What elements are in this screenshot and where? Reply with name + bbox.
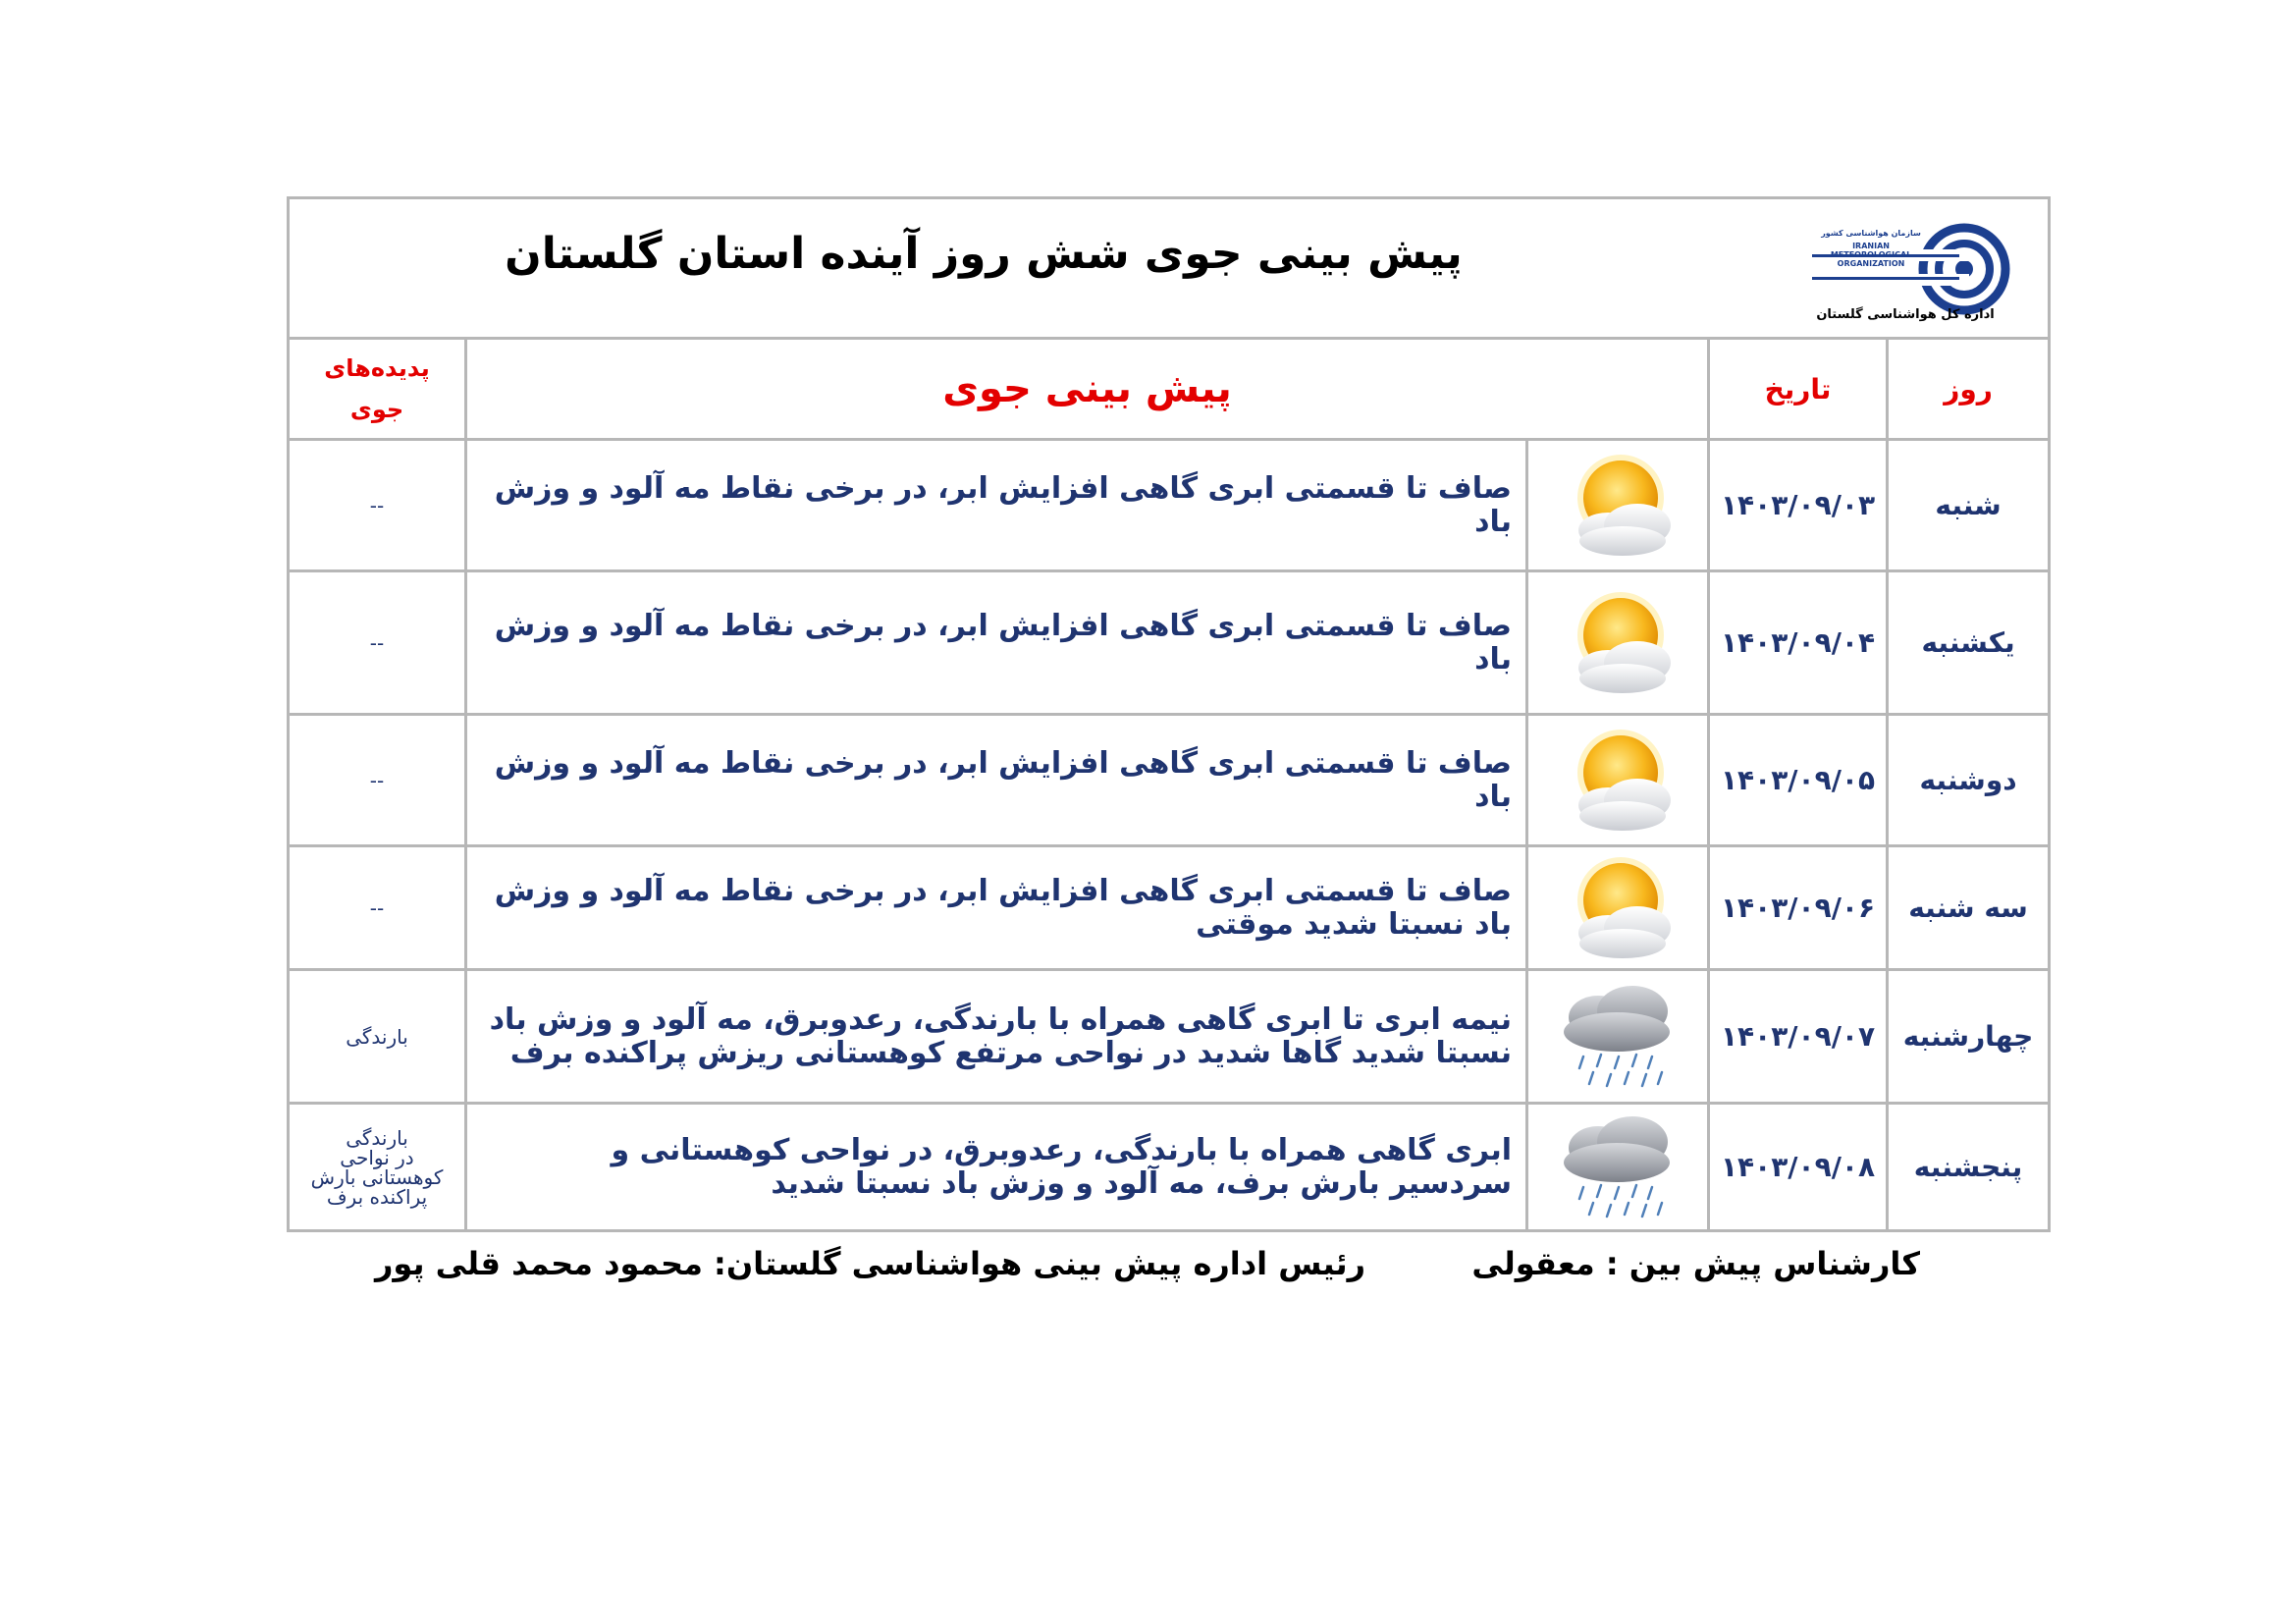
rain-cloud-icon (1554, 1109, 1682, 1226)
day-cell: پنجشنبه (1888, 1104, 2050, 1231)
day-cell: دوشنبه (1888, 715, 2050, 846)
meteorological-organization-logo (1792, 215, 2018, 328)
forecast-description: ابری گاهی همراه با بارندگی، رعدوبرق، در نواحی کوهستانی و سردسیر بارش برف، مه آلود و وزش باد نسبتا شدید (466, 1104, 1527, 1231)
sun-cloud-icon (1554, 849, 1682, 967)
date-cell: ۱۴۰۳/۰۹/۰۳ (1709, 440, 1888, 571)
phenomena-cell: بارندگی (289, 970, 466, 1104)
weather-icon-cell (1527, 715, 1709, 846)
forecast-table (287, 196, 2051, 1232)
weather-icon-cell (1527, 440, 1709, 571)
date-cell: ۱۴۰۳/۰۹/۰۸ (1709, 1104, 1888, 1231)
table-row (289, 715, 2050, 846)
forecast-description: نیمه ابری تا ابری گاهی همراه با بارندگی، رعدوبرق، مه آلود و وزش باد نسبتا شدید گاها شدید در نواحی مرتفع کوهستانی ریزش پراکنده برف (466, 970, 1527, 1104)
table-row (289, 571, 2050, 715)
phenomena-cell: بارندگی در نواحی کوهستانی بارش پراکنده برف (289, 1104, 466, 1231)
date-cell: ۱۴۰۳/۰۹/۰۶ (1709, 846, 1888, 970)
forecast-description: صاف تا قسمتی ابری گاهی افزایش ابر، در برخی نقاط مه آلود و وزش باد نسبتا شدید موقتی (466, 846, 1527, 970)
phenomena-cell: -- (289, 571, 466, 715)
page-title: پیش بینی جوی شش روز آینده استان گلستان (505, 229, 1463, 279)
phenomena-cell: -- (289, 440, 466, 571)
forecast-sheet (287, 196, 2048, 1232)
day-cell: یکشنبه (1888, 571, 2050, 715)
rain-cloud-icon (1554, 978, 1682, 1096)
header-date: تاریخ (1709, 339, 1888, 440)
sun-cloud-icon (1554, 447, 1682, 565)
sun-cloud-icon (1554, 722, 1682, 839)
forecast-description: صاف تا قسمتی ابری گاهی افزایش ابر، در برخی نقاط مه آلود و وزش باد (466, 715, 1527, 846)
forecaster-name: کارشناس پیش بین : معقولی (1471, 1245, 1920, 1282)
date-cell: ۱۴۰۳/۰۹/۰۵ (1709, 715, 1888, 846)
header-forecast: پیش بینی جوی (466, 339, 1709, 440)
table-row (289, 846, 2050, 970)
forecast-description: صاف تا قسمتی ابری گاهی افزایش ابر، در برخی نقاط مه آلود و وزش باد (466, 571, 1527, 715)
header-day: روز (1888, 339, 2050, 440)
logo-subtitle: اداره کل هواشناسی گلستان (1816, 307, 1995, 322)
table-row (289, 970, 2050, 1104)
table-row (289, 440, 2050, 571)
weather-icon-cell (1527, 571, 1709, 715)
weather-icon-cell (1527, 846, 1709, 970)
forecast-description: صاف تا قسمتی ابری گاهی افزایش ابر، در برخی نقاط مه آلود و وزش باد (466, 440, 1527, 571)
weather-icon-cell (1527, 970, 1709, 1104)
day-cell: سه شنبه (1888, 846, 2050, 970)
table-row (289, 1104, 2050, 1231)
day-cell: شنبه (1888, 440, 2050, 571)
footer (287, 1245, 2048, 1304)
weather-icon-cell (1527, 1104, 1709, 1231)
date-cell: ۱۴۰۳/۰۹/۰۴ (1709, 571, 1888, 715)
header-phenomena: پدیده‌های جوی (289, 339, 466, 440)
phenomena-cell: -- (289, 715, 466, 846)
logo-name-en: IRANIAN METEOROLOGICAL ORGANIZATION (1830, 242, 1912, 268)
date-cell: ۱۴۰۳/۰۹/۰۷ (1709, 970, 1888, 1104)
logo-name-fa: سازمان هواشناسی کشور (1821, 229, 1921, 238)
title-cell (289, 198, 2050, 339)
sun-cloud-icon (1554, 584, 1682, 702)
phenomena-cell: -- (289, 846, 466, 970)
day-cell: چهارشنبه (1888, 970, 2050, 1104)
head-name: رئیس اداره پیش بینی هواشناسی گلستان: محمود محمد قلی پور (374, 1245, 1365, 1282)
